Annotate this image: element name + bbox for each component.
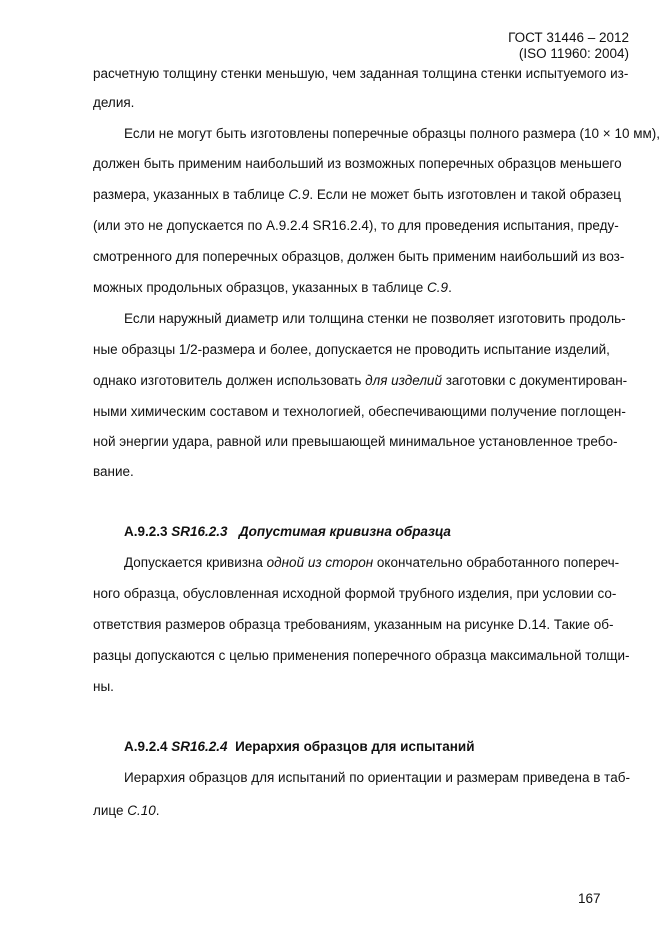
section-title: Допустимая кривизна образца xyxy=(238,524,451,539)
text-line: смотренного для поперечных образцов, должен быть применим наибольший из воз- xyxy=(93,249,625,264)
section-heading-a924: А.9.2.4 SR16.2.4 Иерархия образцов для испытаний xyxy=(124,739,475,754)
document-header xyxy=(508,30,629,62)
text-line: ны. xyxy=(93,679,114,694)
table-reference: С.9 xyxy=(427,280,449,295)
text-line: Допускается кривизна одной из сторон окончательно обработанного попереч- xyxy=(124,555,620,570)
text-line: можных продольных образцов, указанных в таблице С.9. xyxy=(93,280,452,295)
sr-code: SR16.2.4 xyxy=(171,739,228,754)
text-line: ного образца, обусловленная исходной формой трубного изделия, при условии со- xyxy=(93,586,617,601)
text-line: делия. xyxy=(93,95,135,110)
text-line: Если наружный диаметр или толщина стенки не позволяет изготовить продоль- xyxy=(124,311,626,326)
text-line: однако изготовитель должен использовать для изделий заготовки с документирован- xyxy=(93,373,628,388)
text-line: должен быть применим наибольший из возможных поперечных образцов меньшего xyxy=(93,156,622,171)
section-heading-a923: А.9.2.3 SR16.2.3 Допустимая кривизна образца xyxy=(124,524,451,539)
text-line: Иерархия образцов для испытаний по ориентации и размерам приведена в таб- xyxy=(124,770,630,785)
text-line: ные образцы 1/2-размера и более, допускается не проводить испытание изделий, xyxy=(93,342,610,357)
iso-reference: (ISO 11960: 2004) xyxy=(518,46,629,61)
emphasis-text: одной из сторон xyxy=(266,555,374,570)
text-line: расчетную толщину стенки меньшую, чем заданная толщина стенки испытуемого из- xyxy=(93,66,629,81)
sr-code: SR16.2.3 xyxy=(171,524,228,539)
text-line: Если не могут быть изготовлены поперечные образцы полного размера (10 × 10 мм), xyxy=(124,126,661,141)
table-reference: С.10 xyxy=(127,803,156,818)
text-line: лице С.10. xyxy=(93,803,160,818)
text-line: (или это не допускается по А.9.2.4 SR16.2.4), то для проведения испытания, преду- xyxy=(93,218,619,233)
emphasis-text: для изделий xyxy=(365,373,442,388)
text-line: размера, указанных в таблице С.9. Если не может быть изготовлен и такой образец xyxy=(93,187,622,202)
text-line: вание. xyxy=(93,464,134,479)
page-number: 167 xyxy=(578,891,601,906)
table-reference: С.9 xyxy=(288,187,310,202)
text-line: ответствия размеров образца требованиям, указанным на рисунке D.14. Такие об- xyxy=(93,617,614,632)
standard-number: ГОСТ 31446 – 2012 xyxy=(508,30,629,45)
section-title: Иерархия образцов для испытаний xyxy=(235,739,475,754)
text-line: ной энергии удара, равной или превышающей минимальное установленное требо- xyxy=(93,434,618,449)
text-line: разцы допускаются с целью применения поперечного образца максимальной толщи- xyxy=(93,648,630,663)
text-line: ными химическим составом и технологией, обеспечивающими получение поглощен- xyxy=(93,404,626,419)
